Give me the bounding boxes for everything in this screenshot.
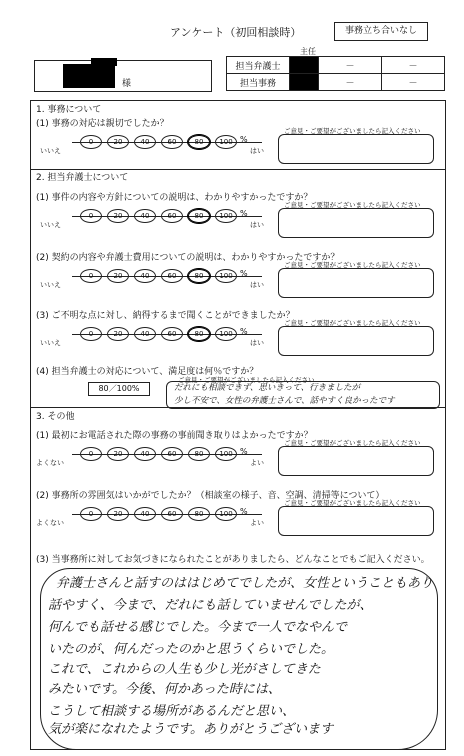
staff-dash: －: [382, 74, 445, 91]
rating-option[interactable]: 40: [134, 209, 156, 223]
rating-option[interactable]: 100: [215, 135, 237, 149]
section-heading-office: 1. 事務について: [36, 105, 102, 115]
client-suffix: 様: [122, 79, 132, 89]
rating-option[interactable]: 0: [80, 507, 102, 521]
section-heading-other: 3. その他: [36, 412, 75, 422]
scale-right-label: はい: [250, 339, 264, 347]
scale-right-label: よい: [250, 459, 264, 467]
scale-left-label: よくない: [36, 459, 64, 467]
question-text: (3) 当事務所に対してお気づきになられたことがありましたら、どんなことでもご記入ください。: [36, 555, 430, 565]
rating-option[interactable]: 20: [107, 507, 129, 521]
question-text: (2) 事務所の雰囲気はいかがでしたか？（相談室の様子、音、空調、清掃等について）: [36, 491, 385, 501]
scale-left-label: いいえ: [40, 339, 61, 347]
staff-dash: －: [319, 74, 382, 91]
handwritten-comment-line: 話やすく、今まで、だれにも話していませんでしたが、: [48, 598, 373, 613]
shunin-label: 主任: [300, 47, 316, 56]
comment-prompt: ご意見・ご要望がございましたら記入ください: [284, 127, 421, 135]
rating-option[interactable]: 60: [161, 209, 183, 223]
handwritten-comment-line: 何んでも話せる感じでした。今まで一人でなやんで: [48, 620, 348, 635]
comment-prompt: ご意見・ご要望がございましたら記入ください: [284, 439, 421, 447]
question-text: (1) 最初にお電話された際の事務の事前聞き取りはよかったですか？: [36, 431, 313, 441]
scale-percent: %: [240, 447, 248, 456]
scale-percent: %: [240, 135, 248, 144]
rating-option[interactable]: 60: [161, 135, 183, 149]
comment-prompt: ご意見・ご要望がございましたら記入ください: [178, 376, 315, 384]
scale-left-label: いいえ: [40, 281, 61, 289]
handwritten-comment-line: 気が楽になれたようです。ありがとうございます: [48, 722, 333, 737]
rating-option[interactable]: 20: [107, 447, 129, 461]
staff-label: 担当弁護士: [227, 57, 290, 74]
rating-option[interactable]: 60: [161, 269, 183, 283]
comment-box[interactable]: [278, 268, 434, 298]
rating-option[interactable]: 40: [134, 507, 156, 521]
staff-dash: －: [382, 57, 445, 74]
rating-option[interactable]: 0: [80, 209, 102, 223]
satisfaction-value[interactable]: 80／100%: [88, 382, 150, 396]
scale-right-label: はい: [250, 281, 264, 289]
redacted-name: [63, 64, 115, 88]
rating-option[interactable]: 80: [188, 135, 210, 149]
rating-option[interactable]: 100: [215, 209, 237, 223]
handwritten-comment-line: 弁護士さんと話すのははじめてでしたが、女性ということもあり: [56, 576, 434, 591]
rating-option[interactable]: 60: [161, 327, 183, 341]
comment-prompt: ご意見・ご要望がございましたら記入ください: [284, 499, 421, 507]
rating-option[interactable]: 40: [134, 269, 156, 283]
scale-percent: %: [240, 327, 248, 336]
rating-option[interactable]: 40: [134, 327, 156, 341]
handwritten-comment-line: いたのが、何んだったのかと思うくらいでした。: [48, 642, 335, 657]
question-text: (3) ご不明な点に対し、納得するまで聞くことができましたか？: [36, 311, 295, 321]
rating-option[interactable]: 80: [188, 507, 210, 521]
rating-option[interactable]: 100: [215, 327, 237, 341]
rating-option[interactable]: 40: [134, 135, 156, 149]
scale-left-label: いいえ: [40, 221, 61, 229]
comment-box[interactable]: [278, 208, 434, 238]
rating-option[interactable]: 100: [215, 507, 237, 521]
redacted-name-2: [91, 58, 117, 66]
staff-dash: －: [319, 57, 382, 74]
rating-option[interactable]: 0: [80, 135, 102, 149]
rating-option[interactable]: 20: [107, 209, 129, 223]
rating-option[interactable]: 100: [215, 447, 237, 461]
handwritten-comment-line: これで、これからの人生も少し光がさしてきた: [48, 662, 321, 677]
rating-option[interactable]: 20: [107, 327, 129, 341]
rating-option[interactable]: 20: [107, 135, 129, 149]
scale-percent: %: [240, 269, 248, 278]
scale-left-label: いいえ: [40, 147, 61, 155]
question-text: (1) 事件の内容や方針についての説明は、わかりやすかったですか？: [36, 193, 313, 203]
rating-option[interactable]: 60: [161, 507, 183, 521]
scale-right-label: はい: [250, 221, 264, 229]
comment-prompt: ご意見・ご要望がございましたら記入ください: [284, 261, 421, 269]
rating-option[interactable]: 80: [188, 269, 210, 283]
handwritten-comment-line: だれにも相談できず、思いきって、行きましたが: [174, 383, 361, 393]
comment-prompt: ご意見・ご要望がございましたら記入ください: [284, 319, 421, 327]
rating-option[interactable]: 80: [188, 327, 210, 341]
staff-table: [226, 56, 445, 91]
staff-label: 担当事務: [227, 74, 290, 91]
question-text: (1) 事務の対応は親切でしたか？: [36, 119, 169, 129]
scale-percent: %: [240, 507, 248, 516]
scale-left-label: よくない: [36, 519, 64, 527]
staff-row-clerk: [227, 74, 445, 91]
rating-option[interactable]: 20: [107, 269, 129, 283]
scale-percent: %: [240, 209, 248, 218]
handwritten-comment-line: 少し不安で、女性の弁護士さんで、話やすく良かったです: [174, 396, 395, 406]
rating-option[interactable]: 40: [134, 447, 156, 461]
comment-box[interactable]: [278, 134, 434, 164]
rating-option[interactable]: 0: [80, 447, 102, 461]
comment-box[interactable]: [278, 326, 434, 356]
section-heading-lawyer: 2. 担当弁護士について: [36, 173, 129, 183]
redacted-staff: [290, 74, 319, 91]
rating-option[interactable]: 100: [215, 269, 237, 283]
status-badge: 事務立ち合いなし: [334, 22, 428, 41]
handwritten-comment-line: こうして相談する場所があるんだと思い、: [48, 704, 296, 719]
handwritten-comment-line: みたいです。今後、何かあった時には、: [48, 682, 281, 697]
question-text: (2) 契約の内容や弁護士費用についての説明は、わかりやすかったですか？: [36, 253, 340, 263]
scale-right-label: よい: [250, 519, 264, 527]
question-text: (4) 担当弁護士の対応について、満足度は何％ですか？: [36, 367, 259, 377]
comment-box[interactable]: [278, 446, 434, 476]
rating-option[interactable]: 80: [188, 209, 210, 223]
comment-box[interactable]: [278, 506, 434, 536]
staff-row-lawyer: [227, 57, 445, 74]
rating-option[interactable]: 60: [161, 447, 183, 461]
rating-option[interactable]: 80: [188, 447, 210, 461]
page-title: アンケート（初回相談時）: [170, 26, 302, 39]
comment-prompt: ご意見・ご要望がございましたら記入ください: [284, 201, 421, 209]
rating-option[interactable]: 0: [80, 327, 102, 341]
rating-option[interactable]: 0: [80, 269, 102, 283]
redacted-staff: [290, 57, 319, 74]
scale-right-label: はい: [250, 147, 264, 155]
